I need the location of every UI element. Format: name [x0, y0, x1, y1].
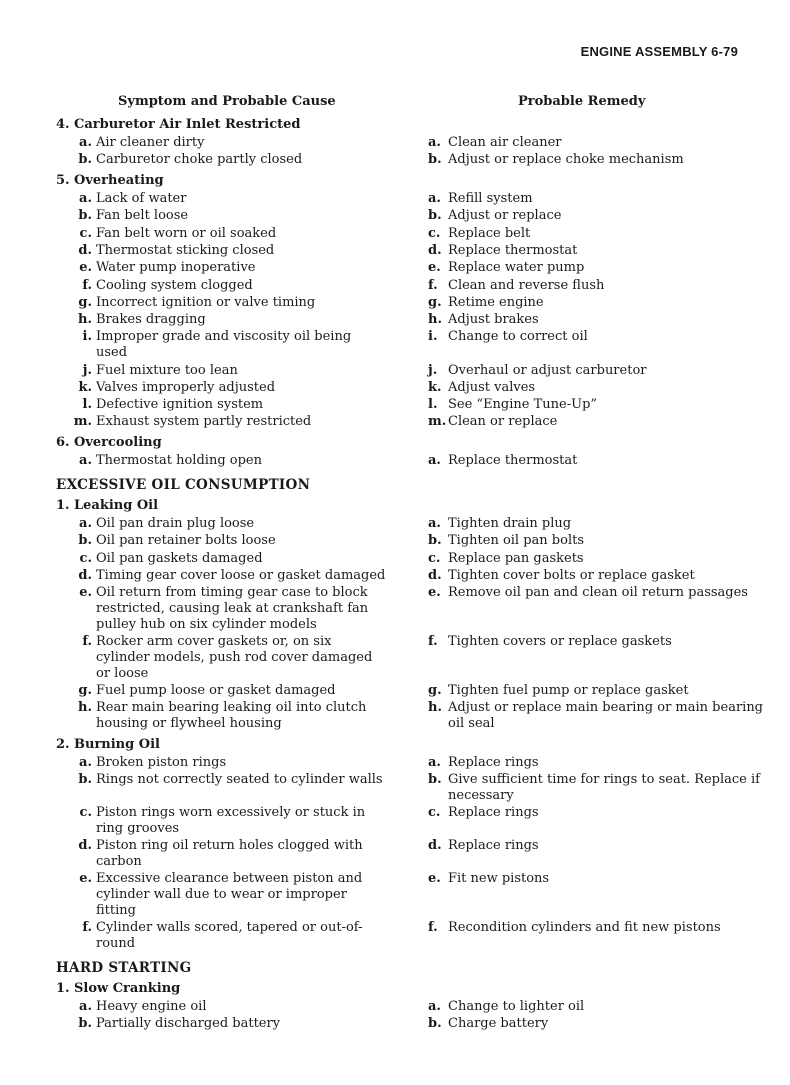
- remedy-letter: f.: [428, 920, 438, 936]
- cause-cell: [56, 152, 386, 168]
- column-heading-symptom: Symptom and Probable Cause: [118, 94, 336, 109]
- remedy-letter: c.: [428, 225, 441, 241]
- cause-letter: b.: [78, 208, 92, 224]
- cause-text: Cylinder walls scored, tapered or out-of-round: [96, 920, 363, 952]
- cause-remedy-row: [56, 772, 760, 804]
- remedy-cell: [428, 683, 768, 699]
- cause-remedy-row: [56, 871, 746, 918]
- cause-letter: c.: [79, 225, 92, 241]
- remedy-letter: a.: [428, 998, 441, 1014]
- remedy-cell: [428, 260, 768, 276]
- cause-remedy-row: [56, 363, 746, 379]
- remedy-cell: [428, 414, 768, 430]
- cause-letter: d.: [78, 838, 92, 854]
- cause-cell: [56, 700, 386, 732]
- cause-letter: a.: [79, 135, 92, 150]
- remedy-text: See “Engine Tune-Up”: [448, 397, 598, 413]
- cause-remedy-row: [56, 700, 764, 732]
- remedy-text: Replace pan gaskets: [448, 550, 584, 566]
- cause-letter: b.: [78, 772, 92, 788]
- cause-text: Oil pan gaskets damaged: [96, 550, 263, 566]
- remedy-letter: b.: [428, 208, 442, 224]
- cause-letter: a.: [79, 754, 92, 770]
- remedy-text: Adjust or replace: [448, 208, 562, 224]
- cause-remedy-row: [56, 380, 746, 396]
- cause-remedy-row: [56, 999, 746, 1015]
- remedy-letter: h.: [428, 700, 442, 716]
- cause-text: Broken piston rings: [96, 754, 227, 770]
- cause-remedy-row: [56, 838, 746, 870]
- problem-heading: [56, 737, 746, 752]
- cause-letter: a.: [79, 191, 92, 207]
- remedy-text: Tighten fuel pump or replace gasket: [448, 683, 689, 699]
- cause-text: Thermostat holding open: [96, 453, 262, 469]
- cause-remedy-row: [56, 533, 746, 549]
- remedy-cell: [428, 920, 768, 936]
- cause-cell: [56, 226, 386, 242]
- remedy-letter: e.: [428, 585, 441, 601]
- remedy-text: Replace water pump: [448, 260, 585, 276]
- cause-letter: c.: [79, 805, 92, 821]
- cause-remedy-row: [56, 585, 746, 632]
- cause-text: Defective ignition system: [96, 397, 264, 413]
- cause-remedy-row: [56, 551, 746, 567]
- remedy-cell: [428, 397, 768, 413]
- remedy-letter: d.: [428, 838, 442, 854]
- cause-cell: [56, 999, 386, 1015]
- problem-number: 2.: [56, 736, 70, 752]
- cause-text: Oil return from timing gear case to block restricted, causing leak at crankshaft fan pulley hub on six cylinder models: [96, 585, 369, 632]
- cause-remedy-row: [56, 634, 746, 681]
- problem-heading: [56, 173, 746, 188]
- cause-cell: [56, 755, 386, 771]
- remedy-text: Recondition cylinders and fit new pistons: [448, 920, 721, 936]
- column-heading-remedy: Probable Remedy: [518, 94, 646, 109]
- remedy-cell: [428, 516, 768, 532]
- remedy-letter: b.: [428, 1016, 442, 1032]
- cause-text: Air cleaner dirty: [96, 135, 205, 150]
- cause-remedy-row: [56, 516, 746, 532]
- remedy-letter: a.: [428, 453, 441, 469]
- troubleshooting-table: [56, 117, 764, 1034]
- remedy-letter: g.: [428, 294, 442, 310]
- cause-remedy-row: [56, 208, 746, 224]
- page-header: ENGINE ASSEMBLY 6-79: [580, 44, 738, 59]
- remedy-cell: [428, 1016, 768, 1032]
- cause-letter: b.: [78, 1016, 92, 1032]
- remedy-text: Replace thermostat: [448, 453, 578, 469]
- cause-text: Brakes dragging: [96, 312, 206, 328]
- cause-text: Piston rings worn excessively or stuck in ring grooves: [96, 805, 366, 837]
- remedy-text: Give sufficient time for rings to seat. Replace if necessary: [448, 772, 760, 803]
- cause-letter: f.: [82, 920, 92, 936]
- remedy-letter: d.: [428, 242, 442, 258]
- remedy-cell: [428, 634, 768, 650]
- cause-text: Exhaust system partly restricted: [96, 414, 312, 430]
- problem-heading: [56, 435, 746, 450]
- cause-cell: [56, 805, 386, 837]
- cause-cell: [56, 551, 386, 567]
- cause-remedy-row: [56, 683, 746, 699]
- cause-cell: [56, 568, 386, 584]
- cause-letter: f.: [82, 634, 92, 650]
- remedy-text: Retime engine: [448, 294, 544, 310]
- remedy-text: Replace rings: [448, 838, 539, 854]
- cause-cell: [56, 380, 386, 396]
- remedy-text: Clean or replace: [448, 414, 558, 430]
- cause-letter: a.: [79, 516, 92, 532]
- remedy-cell: [428, 380, 768, 396]
- remedy-text: Change to correct oil: [448, 329, 588, 345]
- cause-letter: m.: [73, 414, 92, 430]
- remedy-cell: [428, 700, 768, 732]
- cause-remedy-row: [56, 152, 746, 168]
- remedy-text: Tighten drain plug: [448, 516, 572, 532]
- remedy-letter: c.: [428, 805, 441, 821]
- cause-remedy-row: [56, 920, 746, 952]
- remedy-text: Refill system: [448, 191, 533, 207]
- remedy-letter: k.: [428, 379, 442, 395]
- cause-cell: [56, 243, 386, 259]
- cause-text: Water pump inoperative: [96, 260, 256, 276]
- remedy-letter: a.: [428, 754, 441, 770]
- remedy-text: Adjust or replace main bearing or main bearing oil seal: [448, 700, 764, 732]
- cause-remedy-row: [56, 135, 746, 151]
- cause-cell: [56, 453, 386, 469]
- cause-remedy-row: [56, 191, 746, 207]
- remedy-letter: b.: [428, 533, 442, 549]
- cause-letter: c.: [79, 550, 92, 566]
- cause-text: Incorrect ignition or valve timing: [96, 294, 316, 310]
- cause-cell: [56, 208, 386, 224]
- cause-letter: e.: [79, 585, 92, 601]
- cause-text: Oil pan drain plug loose: [96, 516, 255, 532]
- remedy-text: Tighten cover bolts or replace gasket: [448, 567, 695, 583]
- cause-letter: e.: [79, 871, 92, 887]
- cause-cell: [56, 329, 386, 361]
- problem-number: 4.: [56, 117, 70, 132]
- remedy-cell: [428, 135, 768, 151]
- remedy-text: Clean and reverse flush: [448, 277, 605, 293]
- remedy-cell: [428, 755, 768, 771]
- remedy-text: Change to lighter oil: [448, 998, 585, 1014]
- cause-remedy-row: [56, 1016, 746, 1032]
- cause-text: Rocker arm cover gaskets or, on six cylinder models, push rod cover damaged or loose: [96, 634, 373, 681]
- cause-letter: d.: [78, 567, 92, 583]
- remedy-text: Charge battery: [448, 1016, 549, 1032]
- cause-remedy-row: [56, 453, 746, 469]
- cause-text: Improper grade and viscosity oil being used: [96, 329, 352, 361]
- cause-cell: [56, 772, 386, 788]
- remedy-cell: [428, 208, 768, 224]
- section-title: HARD STARTING: [56, 959, 192, 976]
- remedy-letter: a.: [428, 516, 441, 532]
- remedy-letter: j.: [428, 362, 438, 378]
- cause-letter: h.: [78, 312, 92, 328]
- remedy-cell: [428, 329, 768, 345]
- section-title: EXCESSIVE OIL CONSUMPTION: [56, 477, 311, 494]
- problem-title: Overcooling: [74, 435, 162, 451]
- problem-title: Overheating: [74, 173, 164, 189]
- cause-text: Carburetor choke partly closed: [96, 152, 303, 168]
- cause-cell: [56, 871, 386, 918]
- cause-text: Valves improperly adjusted: [96, 379, 276, 395]
- cause-text: Rings not correctly seated to cylinder walls: [96, 772, 383, 788]
- problem-number: 6.: [56, 435, 70, 451]
- remedy-letter: m.: [428, 414, 447, 430]
- cause-text: Lack of water: [96, 191, 187, 207]
- cause-cell: [56, 1016, 386, 1032]
- remedy-cell: [428, 312, 768, 328]
- remedy-cell: [428, 533, 768, 549]
- cause-letter: b.: [78, 152, 92, 168]
- cause-remedy-row: [56, 414, 746, 430]
- cause-letter: b.: [78, 533, 92, 549]
- cause-cell: [56, 683, 386, 699]
- cause-cell: [56, 191, 386, 207]
- remedy-cell: [428, 805, 768, 821]
- cause-cell: [56, 634, 386, 681]
- problem-number: 1.: [56, 498, 70, 514]
- remedy-cell: [428, 999, 768, 1015]
- remedy-text: Tighten covers or replace gaskets: [448, 634, 672, 650]
- cause-cell: [56, 312, 386, 328]
- cause-text: Fan belt worn or oil soaked: [96, 225, 277, 241]
- remedy-letter: a.: [428, 191, 441, 207]
- cause-remedy-row: [56, 568, 746, 584]
- cause-text: Rear main bearing leaking oil into clutch housing or flywheel housing: [96, 700, 367, 732]
- remedy-cell: [428, 243, 768, 259]
- cause-text: Heavy engine oil: [96, 998, 207, 1014]
- cause-cell: [56, 397, 386, 413]
- cause-text: Thermostat sticking closed: [96, 242, 275, 258]
- remedy-cell: [428, 295, 768, 311]
- problem-number: 1.: [56, 980, 70, 996]
- remedy-text: Tighten oil pan bolts: [448, 533, 584, 549]
- cause-cell: [56, 533, 386, 549]
- cause-text: Cooling system clogged: [96, 277, 253, 293]
- cause-remedy-row: [56, 312, 746, 328]
- problem-title: Burning Oil: [74, 736, 160, 752]
- cause-letter: l.: [82, 397, 92, 413]
- remedy-letter: f.: [428, 634, 438, 650]
- cause-remedy-row: [56, 805, 746, 837]
- remedy-letter: a.: [428, 135, 441, 150]
- remedy-cell: [428, 585, 768, 601]
- remedy-cell: [428, 226, 768, 242]
- remedy-text: Adjust brakes: [448, 312, 539, 328]
- cause-letter: g.: [78, 683, 92, 699]
- remedy-text: Adjust or replace choke mechanism: [448, 152, 684, 168]
- cause-remedy-row: [56, 397, 746, 413]
- problem-number: 5.: [56, 173, 70, 189]
- remedy-letter: l.: [428, 397, 438, 413]
- remedy-cell: [428, 278, 768, 294]
- problem-heading: [56, 117, 746, 132]
- remedy-letter: c.: [428, 550, 441, 566]
- problem-title: Leaking Oil: [74, 498, 159, 514]
- remedy-text: Replace rings: [448, 805, 539, 821]
- cause-text: Oil pan retainer bolts loose: [96, 533, 276, 549]
- remedy-letter: f.: [428, 277, 438, 293]
- cause-remedy-row: [56, 226, 746, 242]
- cause-letter: a.: [79, 998, 92, 1014]
- cause-cell: [56, 135, 386, 151]
- cause-text: Timing gear cover loose or gasket damaged: [96, 567, 386, 583]
- remedy-text: Replace belt: [448, 225, 531, 241]
- remedy-text: Replace rings: [448, 754, 539, 770]
- remedy-cell: [428, 772, 768, 804]
- problem-title: Slow Cranking: [74, 980, 181, 996]
- cause-text: Fan belt loose: [96, 208, 189, 224]
- cause-cell: [56, 920, 386, 952]
- cause-cell: [56, 260, 386, 276]
- remedy-cell: [428, 551, 768, 567]
- remedy-cell: [428, 191, 768, 207]
- cause-cell: [56, 295, 386, 311]
- cause-cell: [56, 414, 386, 430]
- problem-title: Carburetor Air Inlet Restricted: [74, 117, 301, 132]
- problem-heading: [56, 498, 746, 513]
- remedy-cell: [428, 871, 768, 887]
- problem-heading: [56, 981, 746, 996]
- cause-remedy-row: [56, 295, 746, 311]
- cause-remedy-row: [56, 260, 746, 276]
- cause-cell: [56, 278, 386, 294]
- cause-letter: d.: [78, 242, 92, 258]
- cause-text: Partially discharged battery: [96, 1016, 281, 1032]
- remedy-letter: e.: [428, 260, 441, 276]
- remedy-cell: [428, 568, 768, 584]
- remedy-letter: e.: [428, 871, 441, 887]
- cause-text: Excessive clearance between piston and cylinder wall due to wear or improper fitting: [96, 871, 363, 919]
- remedy-letter: b.: [428, 772, 442, 788]
- remedy-cell: [428, 363, 768, 379]
- cause-text: Fuel mixture too lean: [96, 362, 238, 378]
- cause-letter: g.: [78, 294, 92, 310]
- cause-letter: f.: [82, 277, 92, 293]
- cause-letter: e.: [79, 260, 92, 276]
- remedy-letter: h.: [428, 312, 442, 328]
- remedy-cell: [428, 152, 768, 168]
- remedy-text: Clean air cleaner: [448, 135, 562, 150]
- cause-remedy-row: [56, 243, 746, 259]
- cause-text: Fuel pump loose or gasket damaged: [96, 683, 336, 699]
- remedy-text: Fit new pistons: [448, 871, 550, 887]
- remedy-letter: d.: [428, 567, 442, 583]
- cause-letter: k.: [78, 379, 92, 395]
- cause-letter: i.: [82, 329, 92, 345]
- cause-letter: j.: [82, 362, 92, 378]
- cause-remedy-row: [56, 278, 746, 294]
- cause-cell: [56, 838, 386, 870]
- cause-cell: [56, 363, 386, 379]
- cause-remedy-row: [56, 755, 746, 771]
- remedy-text: Remove oil pan and clean oil return passages: [448, 585, 748, 601]
- remedy-text: Replace thermostat: [448, 242, 578, 258]
- remedy-text: Overhaul or adjust carburetor: [448, 362, 647, 378]
- cause-cell: [56, 516, 386, 532]
- remedy-text: Adjust valves: [448, 379, 536, 395]
- remedy-letter: b.: [428, 152, 442, 168]
- remedy-letter: g.: [428, 683, 442, 699]
- cause-letter: h.: [78, 700, 92, 716]
- cause-remedy-row: [56, 329, 746, 361]
- cause-cell: [56, 585, 386, 632]
- remedy-cell: [428, 838, 768, 854]
- remedy-letter: i.: [428, 329, 438, 345]
- cause-letter: a.: [79, 453, 92, 469]
- cause-text: Piston ring oil return holes clogged with carbon: [96, 838, 363, 870]
- remedy-cell: [428, 453, 768, 469]
